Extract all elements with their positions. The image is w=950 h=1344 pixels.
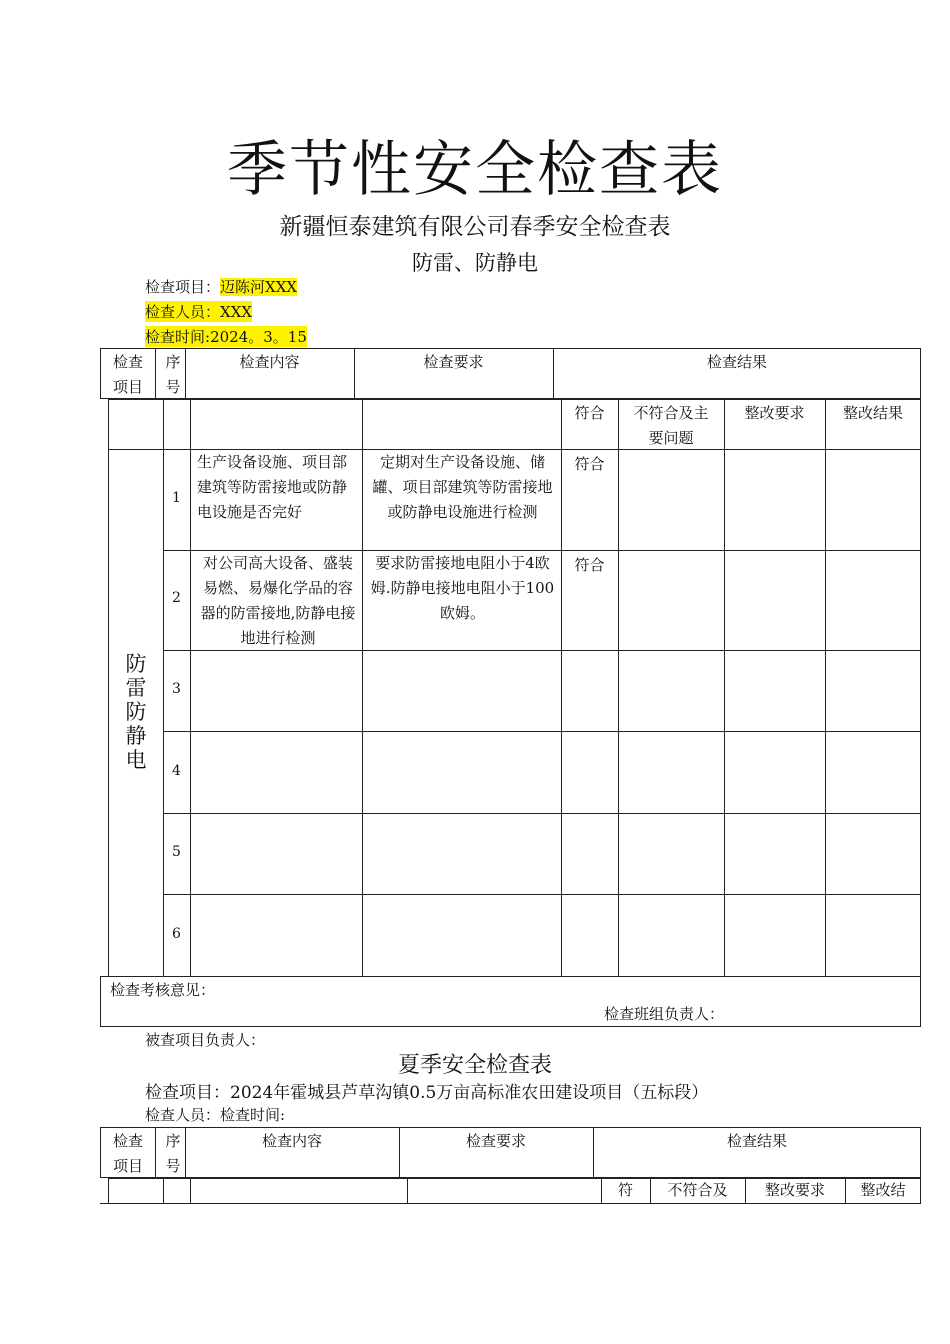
summer-header-seq: 序号 xyxy=(165,1132,181,1175)
project-value: 迈陈河XXX xyxy=(220,278,298,296)
opinion-box xyxy=(100,976,921,1027)
summer-header-result: 检查结果 xyxy=(726,1132,787,1150)
time-line xyxy=(145,326,307,347)
row-content: 生产设备设施、项目部建筑等防雷接地或防静电设施是否完好 xyxy=(197,453,348,521)
divider xyxy=(190,399,191,977)
header-requirement: 检查要求 xyxy=(423,353,484,371)
row-seq: 6 xyxy=(172,926,181,942)
project-label: 检查项目： xyxy=(145,278,221,296)
divider xyxy=(163,731,921,732)
row-comply: 符合 xyxy=(574,455,605,473)
summer-subheader-rectify-req: 整改要求 xyxy=(764,1181,825,1199)
divider xyxy=(407,1178,408,1204)
header-item: 检查项目 xyxy=(112,353,143,396)
summer-header-requirement: 检查要求 xyxy=(465,1132,526,1150)
summer-header-content: 检查内容 xyxy=(261,1132,322,1150)
summer-subheader-noncomply: 不符合及 xyxy=(667,1181,728,1199)
summer-project-line: 检查项目：2024年霍城县芦草沟镇0.5万亩高标准农田建设项目（五标段） xyxy=(145,1083,709,1103)
category-label: 防雷防静电 xyxy=(125,652,147,772)
inspector-label: 检查人员： xyxy=(145,303,221,321)
divider xyxy=(163,894,921,895)
divider xyxy=(362,399,363,977)
page-title: 季节性安全检查表 xyxy=(227,135,723,205)
row-seq: 4 xyxy=(172,763,181,779)
inspector-line xyxy=(145,301,252,322)
summer-inspector-line: 检查人员：检查时间: xyxy=(145,1106,286,1124)
team-leader-label: 检查班组负责人： xyxy=(604,1005,725,1023)
row-requirement: 定期对生产设备设施、储罐、项目部建筑等防雷接地或防静电设施进行检测 xyxy=(372,453,553,521)
project-line xyxy=(145,276,297,297)
divider xyxy=(825,399,826,977)
subheader-noncomply: 不符合及主要问题 xyxy=(633,404,709,447)
time-label: 检查时间: xyxy=(145,328,211,346)
page-subtitle: 新疆恒泰建筑有限公司春季安全检查表 xyxy=(279,214,671,240)
project-leader-label: 被查项目负责人： xyxy=(145,1031,266,1049)
row-seq: 3 xyxy=(172,681,181,697)
row-content: 对公司高大设备、盛装易燃、易爆化学品的容器的防雷接地,防静电接地进行检测 xyxy=(200,554,356,647)
header-result: 检查结果 xyxy=(706,353,767,371)
divider xyxy=(163,1178,164,1204)
summer-title: 夏季安全检查表 xyxy=(397,1053,552,1078)
header-seq: 序号 xyxy=(165,353,181,396)
divider xyxy=(100,1203,921,1204)
divider xyxy=(561,399,562,977)
subheader-rectify-req: 整改要求 xyxy=(744,404,805,422)
opinion-label: 检查考核意见： xyxy=(110,981,216,999)
divider xyxy=(618,399,619,977)
row-seq: 5 xyxy=(172,844,181,860)
summer-subheader-rectify-res: 整改结 xyxy=(860,1181,906,1199)
divider xyxy=(724,399,725,977)
subheader-rectify-res: 整改结果 xyxy=(842,404,903,422)
section-title: 防雷、防静电 xyxy=(412,251,538,275)
summer-subheader-comply: 符 xyxy=(617,1181,633,1199)
divider xyxy=(190,1178,191,1204)
divider xyxy=(163,813,921,814)
time-value: 2024。3。15 xyxy=(210,328,307,346)
row-seq: 2 xyxy=(172,590,181,606)
row-requirement: 要求防雷接地电阻小于4欧姆.防静电接地电阻小于100欧姆。 xyxy=(370,554,555,622)
summer-header-item: 检查项目 xyxy=(112,1132,143,1175)
row-comply: 符合 xyxy=(574,556,605,574)
row-seq: 1 xyxy=(172,490,181,506)
subheader-comply: 符合 xyxy=(574,404,605,422)
header-content: 检查内容 xyxy=(239,353,300,371)
inspector-value: XXX xyxy=(220,303,253,321)
